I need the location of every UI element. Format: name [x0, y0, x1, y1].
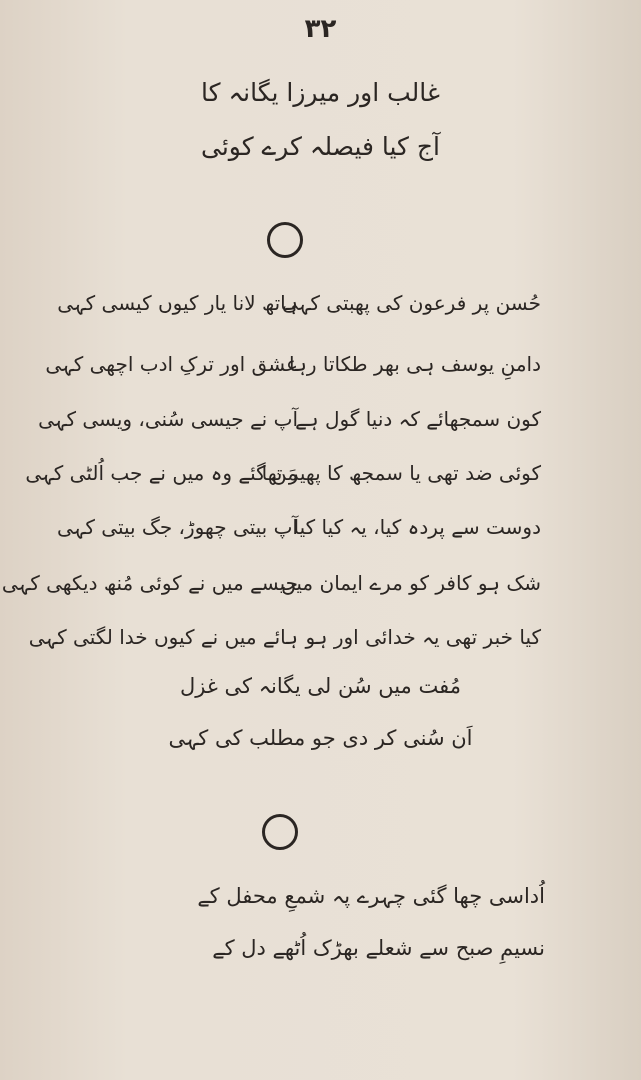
- couplet-1-second-line: ہاتھ لانا یار کیوں کیسی کہی: [57, 291, 298, 315]
- title-line-1: غالب اور میرزا یگانہ کا: [201, 78, 440, 107]
- couplet-5-second-line: آپ بیتی چھوڑ، جگ بیتی کہی: [57, 515, 298, 539]
- section-divider-circle-icon: [267, 222, 303, 258]
- couplet-4-second-line: مَن گئے وہ میں نے جب اُلٹی کہی: [25, 461, 298, 485]
- couplet-6-second-line: جیسے میں نے کوئی مُنھ دیکھی کہی: [1, 571, 298, 595]
- closing-line-1: اُداسی چھا گئی چہرے پہ شمعِ محفل کے: [197, 884, 545, 908]
- couplet-2-second-line: عشق اور ترکِ ادب اچھی کہی: [45, 352, 298, 376]
- title-line-2: آج کیا فیصلہ کرے کوئی: [201, 132, 440, 161]
- couplet-7-second-line: ہائے میں نے کیوں خدا لگتی کہی: [28, 625, 298, 649]
- closing-line-2: نسیمِ صبح سے شعلے بھڑک اُٹھے دل کے: [212, 936, 545, 960]
- couplet-3-first-line: کون سمجھائے کہ دنیا گول ہے: [295, 407, 541, 431]
- maqta-line-2: اَن سُنی کر دی جو مطلب کی کہی: [168, 726, 473, 750]
- couplet-5-first-line: دوست سے پردہ کیا، یہ کیا کیا: [293, 515, 541, 539]
- couplet-2-first-line: دامنِ یوسف ہی بھر طکاتا رہا: [289, 352, 541, 376]
- couplet-1-first-line: حُسن پر فرعون کی پھبتی کہی: [282, 291, 541, 315]
- page-number: ۳۲: [304, 14, 337, 44]
- couplet-4-first-line: کوئی ضد تھی یا سمجھ کا پھیر تھا: [261, 461, 541, 485]
- couplet-6-first-line: شک ہو کافر کو مرے ایمان میں: [281, 571, 541, 595]
- couplet-3-second-line: آپ نے جیسی سُنی، ویسی کہی: [38, 407, 298, 431]
- couplet-7-first-line: کیا خبر تھی یہ خدائی اور ہو: [305, 625, 541, 649]
- maqta-line-1: مُفت میں سُن لی یگانہ کی غزل: [180, 674, 461, 698]
- section-divider-circle-icon: [262, 814, 298, 850]
